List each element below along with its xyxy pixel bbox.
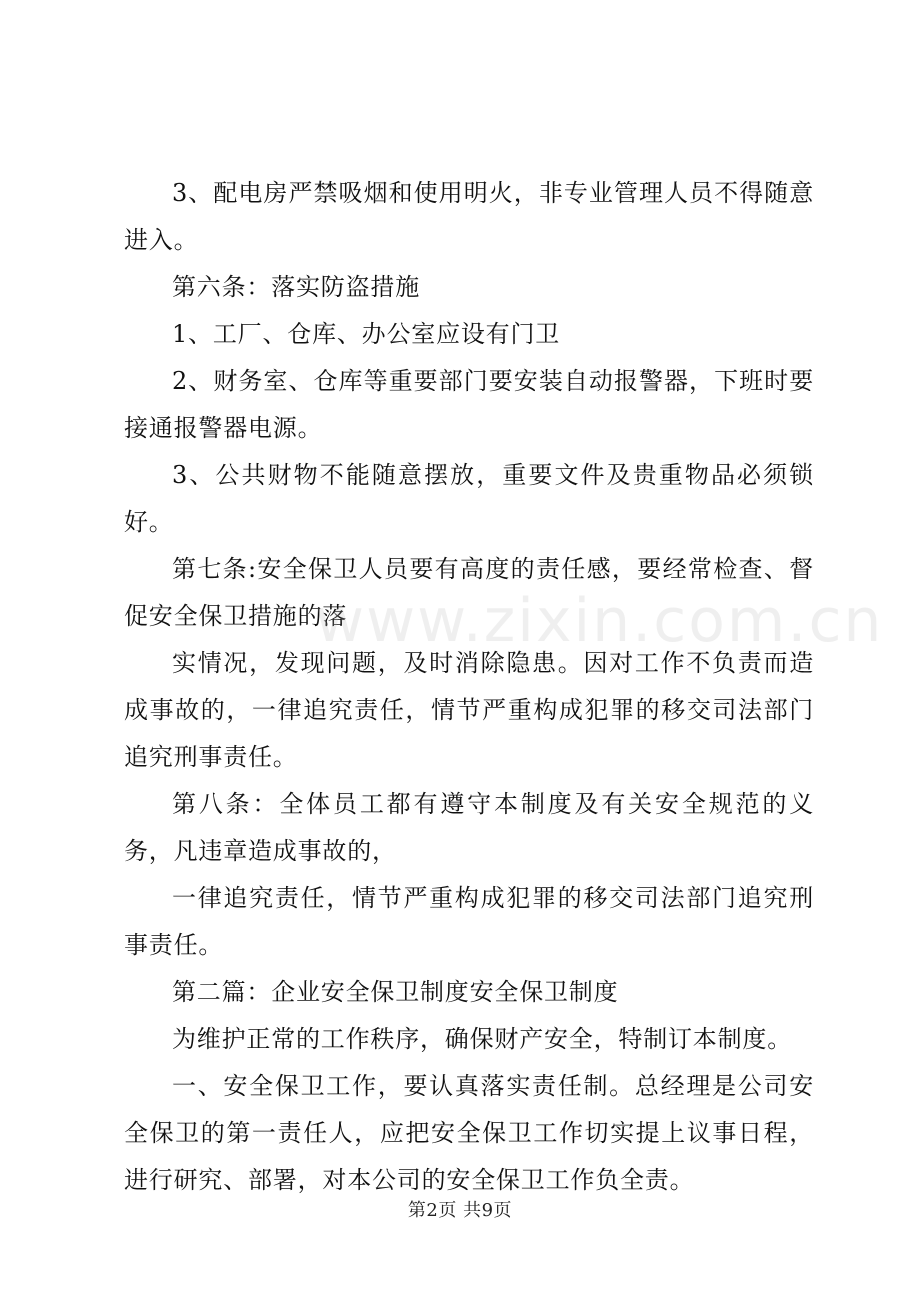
paragraph: 3、公共财物不能随意摆放，重要文件及贵重物品必须锁好。 [124, 461, 814, 536]
part-heading: 第二篇：企业安全保卫制度安全保卫制度 [172, 978, 619, 1006]
paragraph: 3、配电房严禁吸烟和使用明火，非专业管理人员不得随意进入。 [124, 179, 814, 254]
section-heading: 第八条：全体员工都有遵守本制度及有关安全规范的义务，凡违章造成事故的， [124, 790, 814, 865]
paragraph: 为维护正常的工作秩序，确保财产安全，特制订本制度。 [172, 1025, 792, 1053]
paragraph: 一律追究责任，情节严重构成犯罪的移交司法部门追究刑事责任。 [124, 884, 814, 959]
paragraph: 1、工厂、仓库、办公室应设有门卫 [172, 320, 561, 348]
paragraph: 一、安全保卫工作，要认真落实责任制。总经理是公司安全保卫的第一责任人，应把安全保卫工作切实提上议事日程，进行研究、部署，对本公司的安全保卫工作负全责。 [124, 1072, 814, 1194]
page-footer: 第2页 共9页 [407, 1200, 513, 1221]
paragraph: 2、财务室、仓库等重要部门要安装自动报警器，下班时要接通报警器电源。 [124, 367, 814, 442]
section-heading: 第七条:安全保卫人员要有高度的责任感，要经常检查、督促安全保卫措施的落 [124, 555, 814, 630]
section-heading: 第六条：落实防盗措施 [172, 273, 420, 301]
document-body [124, 170, 814, 1204]
paragraph: 实情况，发现问题，及时消除隐患。因对工作不负责而造成事故的，一律追究责任，情节严重构成犯罪的移交司法部门追究刑事责任。 [124, 649, 814, 771]
watermark: www.zixin.com.cn [315, 586, 884, 656]
